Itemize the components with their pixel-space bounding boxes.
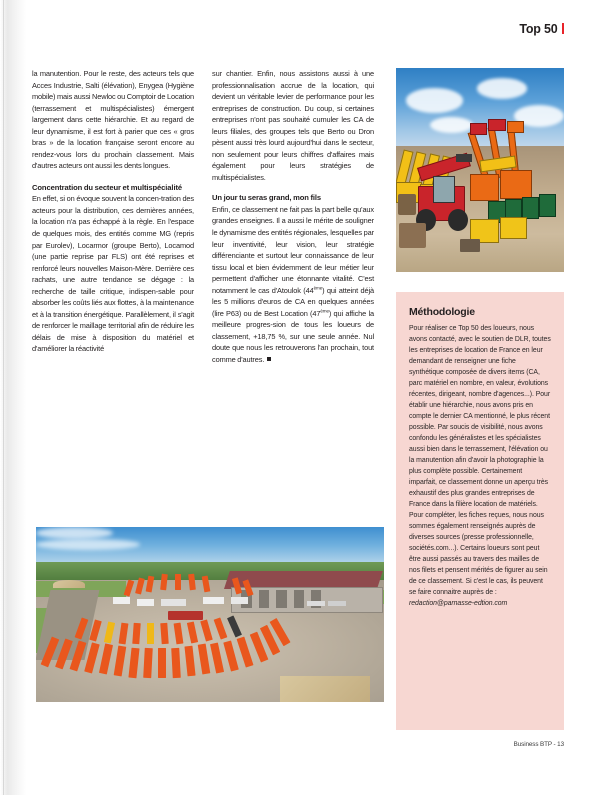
excavator-bucket [398,194,416,214]
excavator-row-item [171,648,181,678]
telehandler-forks [456,154,471,162]
sand-pile [53,580,84,589]
mini-excavator [539,194,556,216]
warehouse-door [259,590,269,608]
boom-lift-basket [470,123,487,135]
methodologie-body: Pour réaliser ce Top 50 des loueurs, nous avons contacté, avec le soutien de DLR, toutes les entreprises de location de France en leur demandant de renseigner une fiche synthétique composée de divers items (CA, parc matériel en nombre, en valeur, évolutions récentes, dirigeant, nombre d'agences...). Pour établir une hiérarchie, nous avons pris en compte le dernier CA mentionné, le plus récent possible. Par soucis de visibilité, nous avons confondu les généralistes et les spécialistes aussi bien dans le terrassement, l'élévation ou la manutention afin d'avoir la photographie la plus complète possible. Certainement imparfait, ce classement donne un aperçu très exhaustif des plus grandes entreprises de France dans la filière location de matériels. Pour compléter, les fiches reçues, nous nous sommes également renseignés auprès de diverses sources (presse professionnelle, sociétés.com...). Certains loueurs sont peut être aussi passés au travers des mailles de nos filets et pensent mérités de figurer au sein de ce classement. Si c'est le cas, ils peuvent se faire connaitre auprès de : [409,325,551,596]
column2-para2-part1: Enfin, ce classement ne fait pas la part belle qu'aux grandes enseignes. Il a aussi le mérite de souligner le dynamisme des entités régionales, lesquelles par leur inventivité, leur vision, leur stratégie différenciante et surtout leur connaissance de leur tissu local et bien évidemment de leur métier leur permettent d'afficher une étonnante vitalité. C'est notamment le cas d'Atoulok (44 [212,204,374,295]
parked-truck [231,597,248,604]
column2-subheading: Un jour tu seras grand, mon fils [212,193,322,203]
boom-lift-chassis [470,174,499,200]
column1-subheading: Concentration du secteur et multispécialité [32,182,183,192]
column2-para2-part2: ) qui atteint déjà les 5 millions d'euros de CA en quelques années (lire P63) ou de Best Location (47 [212,285,374,318]
article-end-mark [267,357,271,361]
warehouse-door [294,590,304,608]
parked-truck [203,597,224,604]
parked-truck [113,597,130,604]
running-head-accent-bar [562,23,565,34]
excavator-row-item [147,623,154,644]
parked-truck-red [168,611,203,620]
excavator-bucket [460,239,480,251]
column2-rank-superscript-2: ème [320,308,329,314]
running-head-title: Top 50 [519,22,558,36]
mini-excavator-yellow [500,217,527,239]
boom-lift-basket [507,121,524,133]
telehandler-cab [433,176,455,202]
page-folio: Business BTP - 13 [513,741,564,748]
column1-paragraph-1: la manutention. Pour le reste, des acteurs tels que Acces Industrie, Salti (élévation), Enygea (Hygiène mobile) mais aussi Newloc ou Comptoir de Location (terrassement et multispécialistes) émergent largement dans cette hiérarchie. Et au regard de leur dynamisme, il est fort à parier que ces « gros bras » de la location française seront encore au rendez-vous lors du prochain classement. Mais d'autres acteurs ont aussi les dents longues. [32,69,194,171]
article-column-2 [212,68,374,366]
column2-para2-part3: ) qui affiche la meilleure progres-sion de tous les loueurs de classement, +18,75 %, sur une seule année. Nul doute que nous les retrouverons l'an prochain, tout comme d'autres. [212,308,374,364]
excavator-row-item [158,648,166,678]
excavator-bucket [399,223,426,247]
warehouse-door [276,590,286,608]
excavator-row-item [175,574,181,590]
article-column-1 [32,68,194,355]
column2-paragraph-1: sur chantier. Enfin, nous assistons aussi à une professionnalisation accrue de la location, qui devient un véritable levier de performance pour les entreprises de construction. Du coup, si certaines entreprises n'ont pas souhaité cumuler les CA de leurs filiales, des groupes tels que Berto ou Dron pèsent aussi très lourd aujourd'hui dans le secteur, non seulement pour leurs chiffres d'affaires mais également pour leurs stratégies de multispécialistes. [212,69,374,182]
parked-car [328,601,345,606]
methodologie-email-link[interactable]: redaction@parnasse-edtion.com [409,600,508,607]
methodologie-title: Méthodologie [409,306,475,318]
boom-lift-basket [488,119,505,131]
methodologie-box [396,292,564,730]
page-spine-line [3,0,4,795]
cloud-shape [406,88,463,112]
boom-lift-chassis [500,170,532,199]
column1-paragraph-2: En effet, si on évoque souvent la concen-tration des acteurs pour la distribution, ces dernières années, la location n'a pas échappé à la règle. En l'espace de quelques mois, des entités comme MG (repris par Eurolev), Locarmor (groupe Berto), Locamod (une partie reprise par FLS) ont été reprises et renforcé leurs nouvelles Maison-Mère. Derrière ces rachats, une autre tendance se dégage : la recherche de taille critique, indispen-sable pour absorber les coûts liés aux flottes, à la maintenance et à la transition énergétique. Parallèlement, il s'agit de renforcer le maillage territorial afin de réduire les délais de mise à disposition du matériel et d'améliorer la réactivité [32,194,194,354]
column2-paragraph-2 [212,204,374,366]
parked-car [307,601,324,606]
parked-truck [137,599,154,606]
mini-excavator [522,197,539,219]
photo-equipment-yard [396,68,564,272]
sand-pile [280,676,370,702]
parked-truck [161,599,185,606]
cloud-shape [36,539,140,550]
photo-aerial-depot [36,527,384,702]
cloud-shape [477,78,527,98]
running-head [519,22,564,36]
column2-rank-superscript-1: ème [313,285,323,291]
